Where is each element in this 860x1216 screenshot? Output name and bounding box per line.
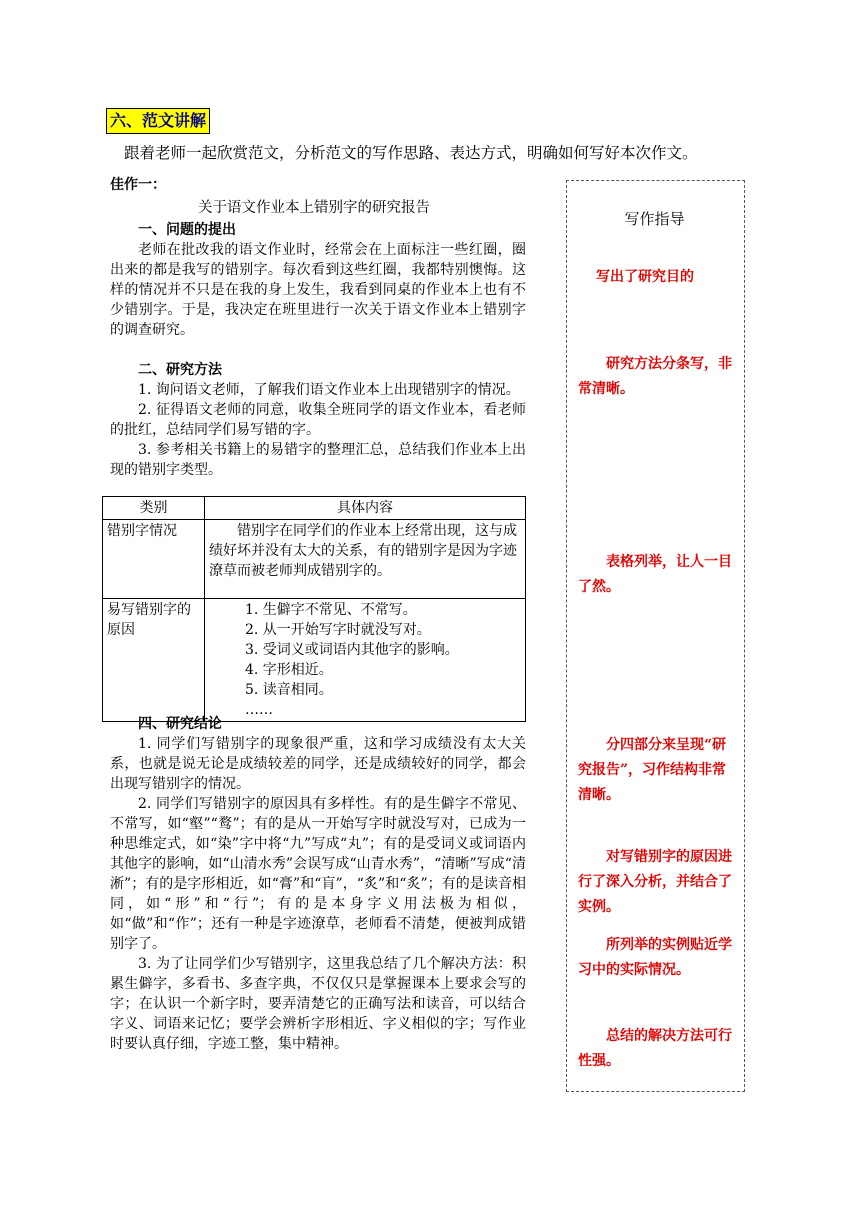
part1-body: 老师在批改我的语文作业时，经常会在上面标注一些红圈，圈出来的都是我写的错别字。每次看到这些红圈，我都特别懊悔。这样的情况并不只是在我的身上发生，我看到同桌的作业本上也有不少错别字。于是，我决定在班里进行一次关于语文作业本上错别字的调查研究。 xyxy=(110,242,526,338)
essay-title: 关于语文作业本上错别字的研究报告 xyxy=(198,200,430,216)
reason-item: 5. 读音相同。 xyxy=(245,682,333,698)
part2 xyxy=(110,360,526,480)
table-cell-category: 错别字情况 xyxy=(103,520,205,599)
table-cell-text: 错别字在同学们的作业本上经常出现，这与成绩好坏并没有太大的关系，有的错别字是因为字迹潦草而被老师判成错别字的。 xyxy=(209,523,517,579)
table-header: 类别 xyxy=(103,497,205,520)
guide-note: 对写错别字的原因进行了深入分析，并结合了实例。 xyxy=(578,849,732,915)
table-header: 具体内容 xyxy=(205,497,526,520)
reason-item: 4. 字形相近。 xyxy=(245,662,333,678)
section-title: 六、范文讲解 xyxy=(106,108,210,134)
intro-text: 跟着老师一起欣赏范文，分析范文的写作思路、表达方式，明确如何写好本次作文。 xyxy=(124,144,698,162)
guide-note: 所列举的实例贴近学习中的实际情况。 xyxy=(578,937,732,978)
table-cell-category: 易写错别字的原因 xyxy=(103,599,205,722)
reason-item: 3. 受词义或词语内其他字的影响。 xyxy=(245,642,459,658)
conclusion-item: 1. 同学们写错别字的现象很严重，这和学习成绩没有太大关系，也就是说无论是成绩较差的同学，还是成绩较好的同学，都会出现写错别字的情况。 xyxy=(110,736,526,792)
research-table xyxy=(102,496,526,722)
method-item: 3. 参考相关书籍上的易错字的整理汇总，总结我们作业本上出现的错别字类型。 xyxy=(110,442,526,478)
table-row xyxy=(103,599,526,722)
conclusion-item: 3. 为了让同学们少写错别字，这里我总结了几个解决方法：积累生僻字，多看书、多查字典，不仅仅只是掌握课本上要求会写的字；在认识一个新字时，要弄清楚它的正确写法和读音，可以结合字义、词语来记忆；要学会辨析字形相近、字义相似的字；写作业时要认真仔细，字迹工整，集中精神。 xyxy=(110,956,526,1052)
method-item: 1. 询问语文老师，了解我们语文作业本上出现错别字的情况。 xyxy=(138,382,520,398)
guide-note: 分四部分来呈现“研究报告”，习作结构非常清晰。 xyxy=(578,737,727,803)
part1 xyxy=(110,220,526,340)
method-item: 2. 征得语文老师的同意，收集全班同学的语文作业本，看老师的批红，总结同学们易写错的字。 xyxy=(110,402,526,438)
guide-note: 研究方法分条写，非常清晰。 xyxy=(578,356,732,397)
conclusion-item: 2. 同学们写错别字的原因具有多样性。有的是生僻字不常见、不常写，如“壑”“鹜”；有的是从一开始写字时就没写对，已成为一种思维定式，如“染”字中将“九”写成“丸”；有的是受词义或词语内其他字的影响，如“山清水秀”会误写成“山青水秀”，“清晰”写成“清淅”；有的是字形相近，如“膏”和“肓”，“炙”和“炙”；有的是读音相同，如“形”和“行”；有的是本身字义用法极为相似，如“做”和“作”；还有一种是字迹潦草，老师看不清楚，便被判成错别字了。 xyxy=(110,796,526,952)
part4-heading: 四、研究结论 xyxy=(138,716,222,732)
table-row xyxy=(103,520,526,599)
table-cell-content xyxy=(205,520,526,599)
guide-note: 总结的解决方法可行性强。 xyxy=(578,1028,732,1069)
essay-label: 佳作一： xyxy=(110,177,166,193)
guide-note: 表格列举，让人一目了然。 xyxy=(578,554,732,595)
table-cell-content xyxy=(205,599,526,722)
reason-item: 1. 生僻字不常见、不常写。 xyxy=(245,602,417,618)
reason-item: 2. 从一开始写字时就没写对。 xyxy=(245,622,431,638)
part1-heading: 一、问题的提出 xyxy=(138,222,236,238)
table-header-row xyxy=(103,497,526,520)
reason-item: …… xyxy=(245,702,273,718)
part4 xyxy=(110,714,526,1054)
guide-note: 写出了研究目的 xyxy=(596,269,694,285)
writing-guide-title: 写作指导 xyxy=(624,210,685,228)
part2-heading: 二、研究方法 xyxy=(138,362,222,378)
